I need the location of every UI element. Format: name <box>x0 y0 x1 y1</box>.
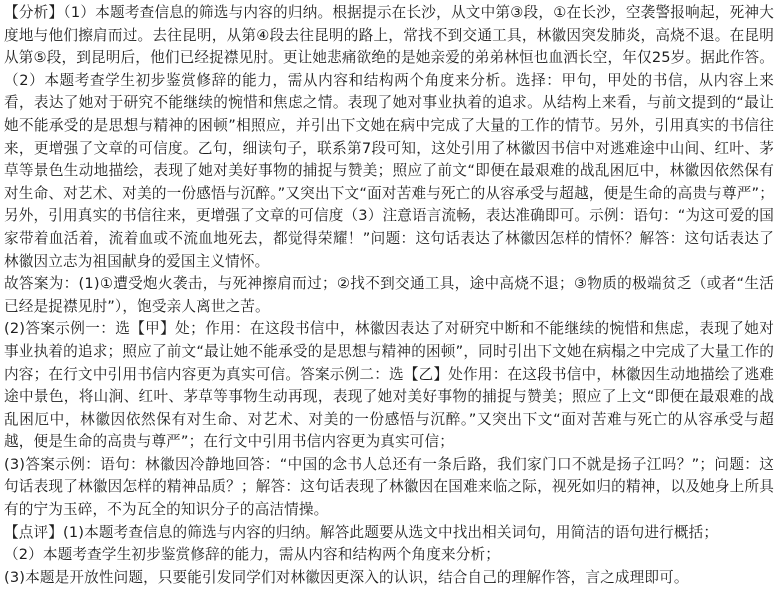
answer-1-paragraph: 故答案为：(1)①遭受炮火袭击，与死神擦肩而过；②找不到交通工具，途中高烧不退；③物质的极端贫乏（或者“生活已经是捉襟见肘”），饱受亲人离世之苦。 <box>4 275 774 315</box>
comment-paragraph-3: (3)本题是开放性问题，只要能引发同学们对林徽因更深入的认识，结合自己的理解作答，言之成理即可。 <box>4 568 689 586</box>
comment-paragraph-2: （2）本题考查学生初步鉴赏修辞的能力，需从内容和结构两个角度来分析； <box>4 546 500 564</box>
comment-paragraph-1: 【点评】(1)本题考查信息的筛选与内容的归纳。解答此题要从选文中找出相关词句，用简洁的语句进行概括； <box>4 523 719 541</box>
analysis-paragraph: 【分析】（1）本题考查信息的筛选与内容的归纳。根据提示在长沙，从文中第③段，①在长沙，空袭警报响起，死神大度地与他们擦肩而过。去往昆明，从第④段去往昆明的路上，常找不到交通工具，林徽因突发肺炎，高烧不退。在昆明从第⑤段，到昆明后，他们已经捉襟见肘。更让她悲痛欲绝的是她亲爱的弟弟林恒也血洒长空，年仅25岁。据此作答。（2）本题考查学生初步鉴赏修辞的能力，需从内容和结构两个角度来分析。选择：甲句，甲处的书信，从内容上来看，表达了她对于研究不能继续的惋惜和焦虑之情。表现了她对事业执着的追求。从结构上来看，与前文提到的“最让她不能承受的是思想与精神的困顿”相照应，并引出下文她在病中完成了大量的工作的情节。另外，引用真实的书信往来，更增强了文章的可信度。乙句，细读句子，联系第7段可知，这处引用了林徽因书信中对逃难途中山间、红叶、茅草等景色生动地描绘，表现了她对美好事物的捕捉与赞美；照应了前文“即便在最艰难的战乱困厄中，林徽因依然保有对生命、对艺术、对美的一份感悟与沉醉。”又突出下文“面对苦难与死亡的从容承受与超越，便是生命的高贵与尊严”；另外，引用真实的书信往来，更增强了文章的可信度（3）注意语言流畅，表达准确即可。示例：语句：“为这可爱的国家带着血活着，流着血或不流血地死去，都觉得荣耀！”问题：这句话表达了林徽因怎样的情怀？解答：这句话表达了林徽因立志为祖国献身的爱国主义情怀。 <box>4 4 774 270</box>
answer-2-paragraph: (2)答案示例一：选【甲】处；作用：在这段书信中，林徽因表达了对研究中断和不能继续的惋惜和焦虑，表现了她对事业执着的追求；照应了前文“最让她不能承受的是思想与精神的困顿”，同时引出下文她在病榻之中完成了大量工作的内容；在行文中引用书信内容更为真实可信。答案示例二：选【乙】处作用：在这段书信中，林徽因生动地描绘了逃难途中景色，将山涧、红叶、茅草等事物生动再现，表现了她对美好事物的捕捉与赞美；照应了上文“即便在最艰难的战乱困厄中，林徽因依然保有对生命、对艺术、对美的一份感悟与沉醉。”又突出下文“面对苦难与死亡的从容承受与超越，便是生命的高贵与尊严”；在行文中引用书信内容更为真实可信； <box>4 320 774 451</box>
answer-3-paragraph: (3)答案示例：语句：林徽因冷静地回答：“中国的念书人总还有一条后路，我们家门口不就是扬子江吗？”；问题：这句话表现了林徽因怎样的精神品质？；解答：这句话表现了林徽因在国难来临之际，视死如归的精神，以及她身上所具有的宁为玉碎，不为瓦全的知识分子的高洁情操。 <box>4 455 774 519</box>
